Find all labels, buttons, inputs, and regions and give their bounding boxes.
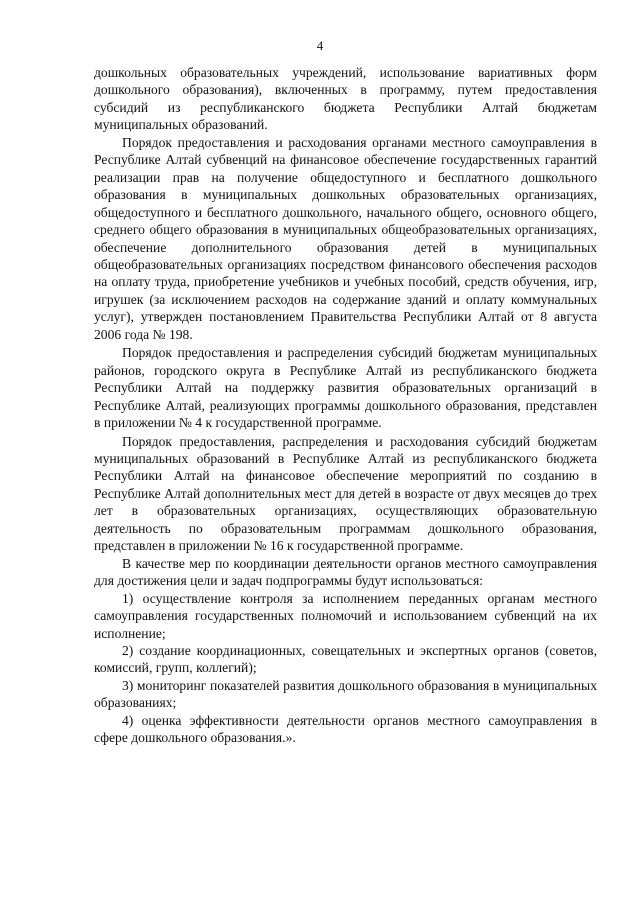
paragraph-continuation: дошкольных образовательных учреждений, использование вариативных форм дошкольного образования), включенных в программу, путем предоставления субсидий из республиканского бюджета Республики Алтай бюджетам муниципальных образований. (94, 65, 597, 133)
paragraph-subvention-procedure: Порядок предоставления и расходования органами местного самоуправления в Республике Алтай субвенций на финансовое обеспечение государственных гарантий реализации прав на получение общедоступного и бесплатного дошкольного образования в муниципальных дошкольных образовательных организациях, общедоступного и бесплатного дошкольного, начального общего, основного общего, среднего общего образования в муниципальных общеобразовательных организациях, обеспечение дополнительного образования детей в муниципальных общеобразовательных организациях посредством финансового обеспечения расходов на оплату труда, приобретение учебников и учебных пособий, средств обучения, игр, игрушек (за исключением расходов на содержание зданий и оплату коммунальных услуг), утвержден постановлением Правительства Республики Алтай от 8 августа 2006 года № 198. (94, 134, 597, 342)
paragraph-additional-places-procedure: Порядок предоставления, распределения и расходования субсидий бюджетам муниципальных образований в Республике Алтай из республиканского бюджета Республики Алтай на финансовое обеспечение мероприятий по созданию в Республике Алтай дополнительных мест для детей в возрасте от двух месяцев до трех лет в образовательных организациях, осуществляющих образовательную деятельность по образовательным программам дошкольного образования, представлен в приложении № 16 к государственной программе. (94, 433, 597, 554)
list-item-evaluation: 4) оценка эффективности деятельности органов местного самоуправления в сфере дошкольного образования.». (94, 712, 597, 746)
page-number: 4 (316, 38, 324, 53)
list-item-monitoring: 3) мониторинг показателей развития дошкольного образования в муниципальных образованиях; (94, 677, 597, 711)
list-item-bodies: 2) создание координационных, совещательных и экспертных органов (советов, комиссий, групп, коллегий); (94, 642, 597, 676)
paragraph-coordination-measures: В качестве мер по координации деятельности органов местного самоуправления для достижения цели и задач подпрограммы будут использоваться: (94, 555, 597, 589)
list-item-control: 1) осуществление контроля за исполнением переданных органам местного самоуправления государственных полномочий и использованием субвенций на их исполнение; (94, 590, 597, 641)
document-body (94, 64, 597, 747)
paragraph-subsidy-support-procedure: Порядок предоставления и распределения субсидий бюджетам муниципальных районов, городского округа в Республике Алтай из республиканского бюджета Республики Алтай на поддержку развития образовательных организаций в Республике Алтай, реализующих программы дошкольного образования, представлен в приложении № 4 к государственной программе. (94, 345, 597, 431)
